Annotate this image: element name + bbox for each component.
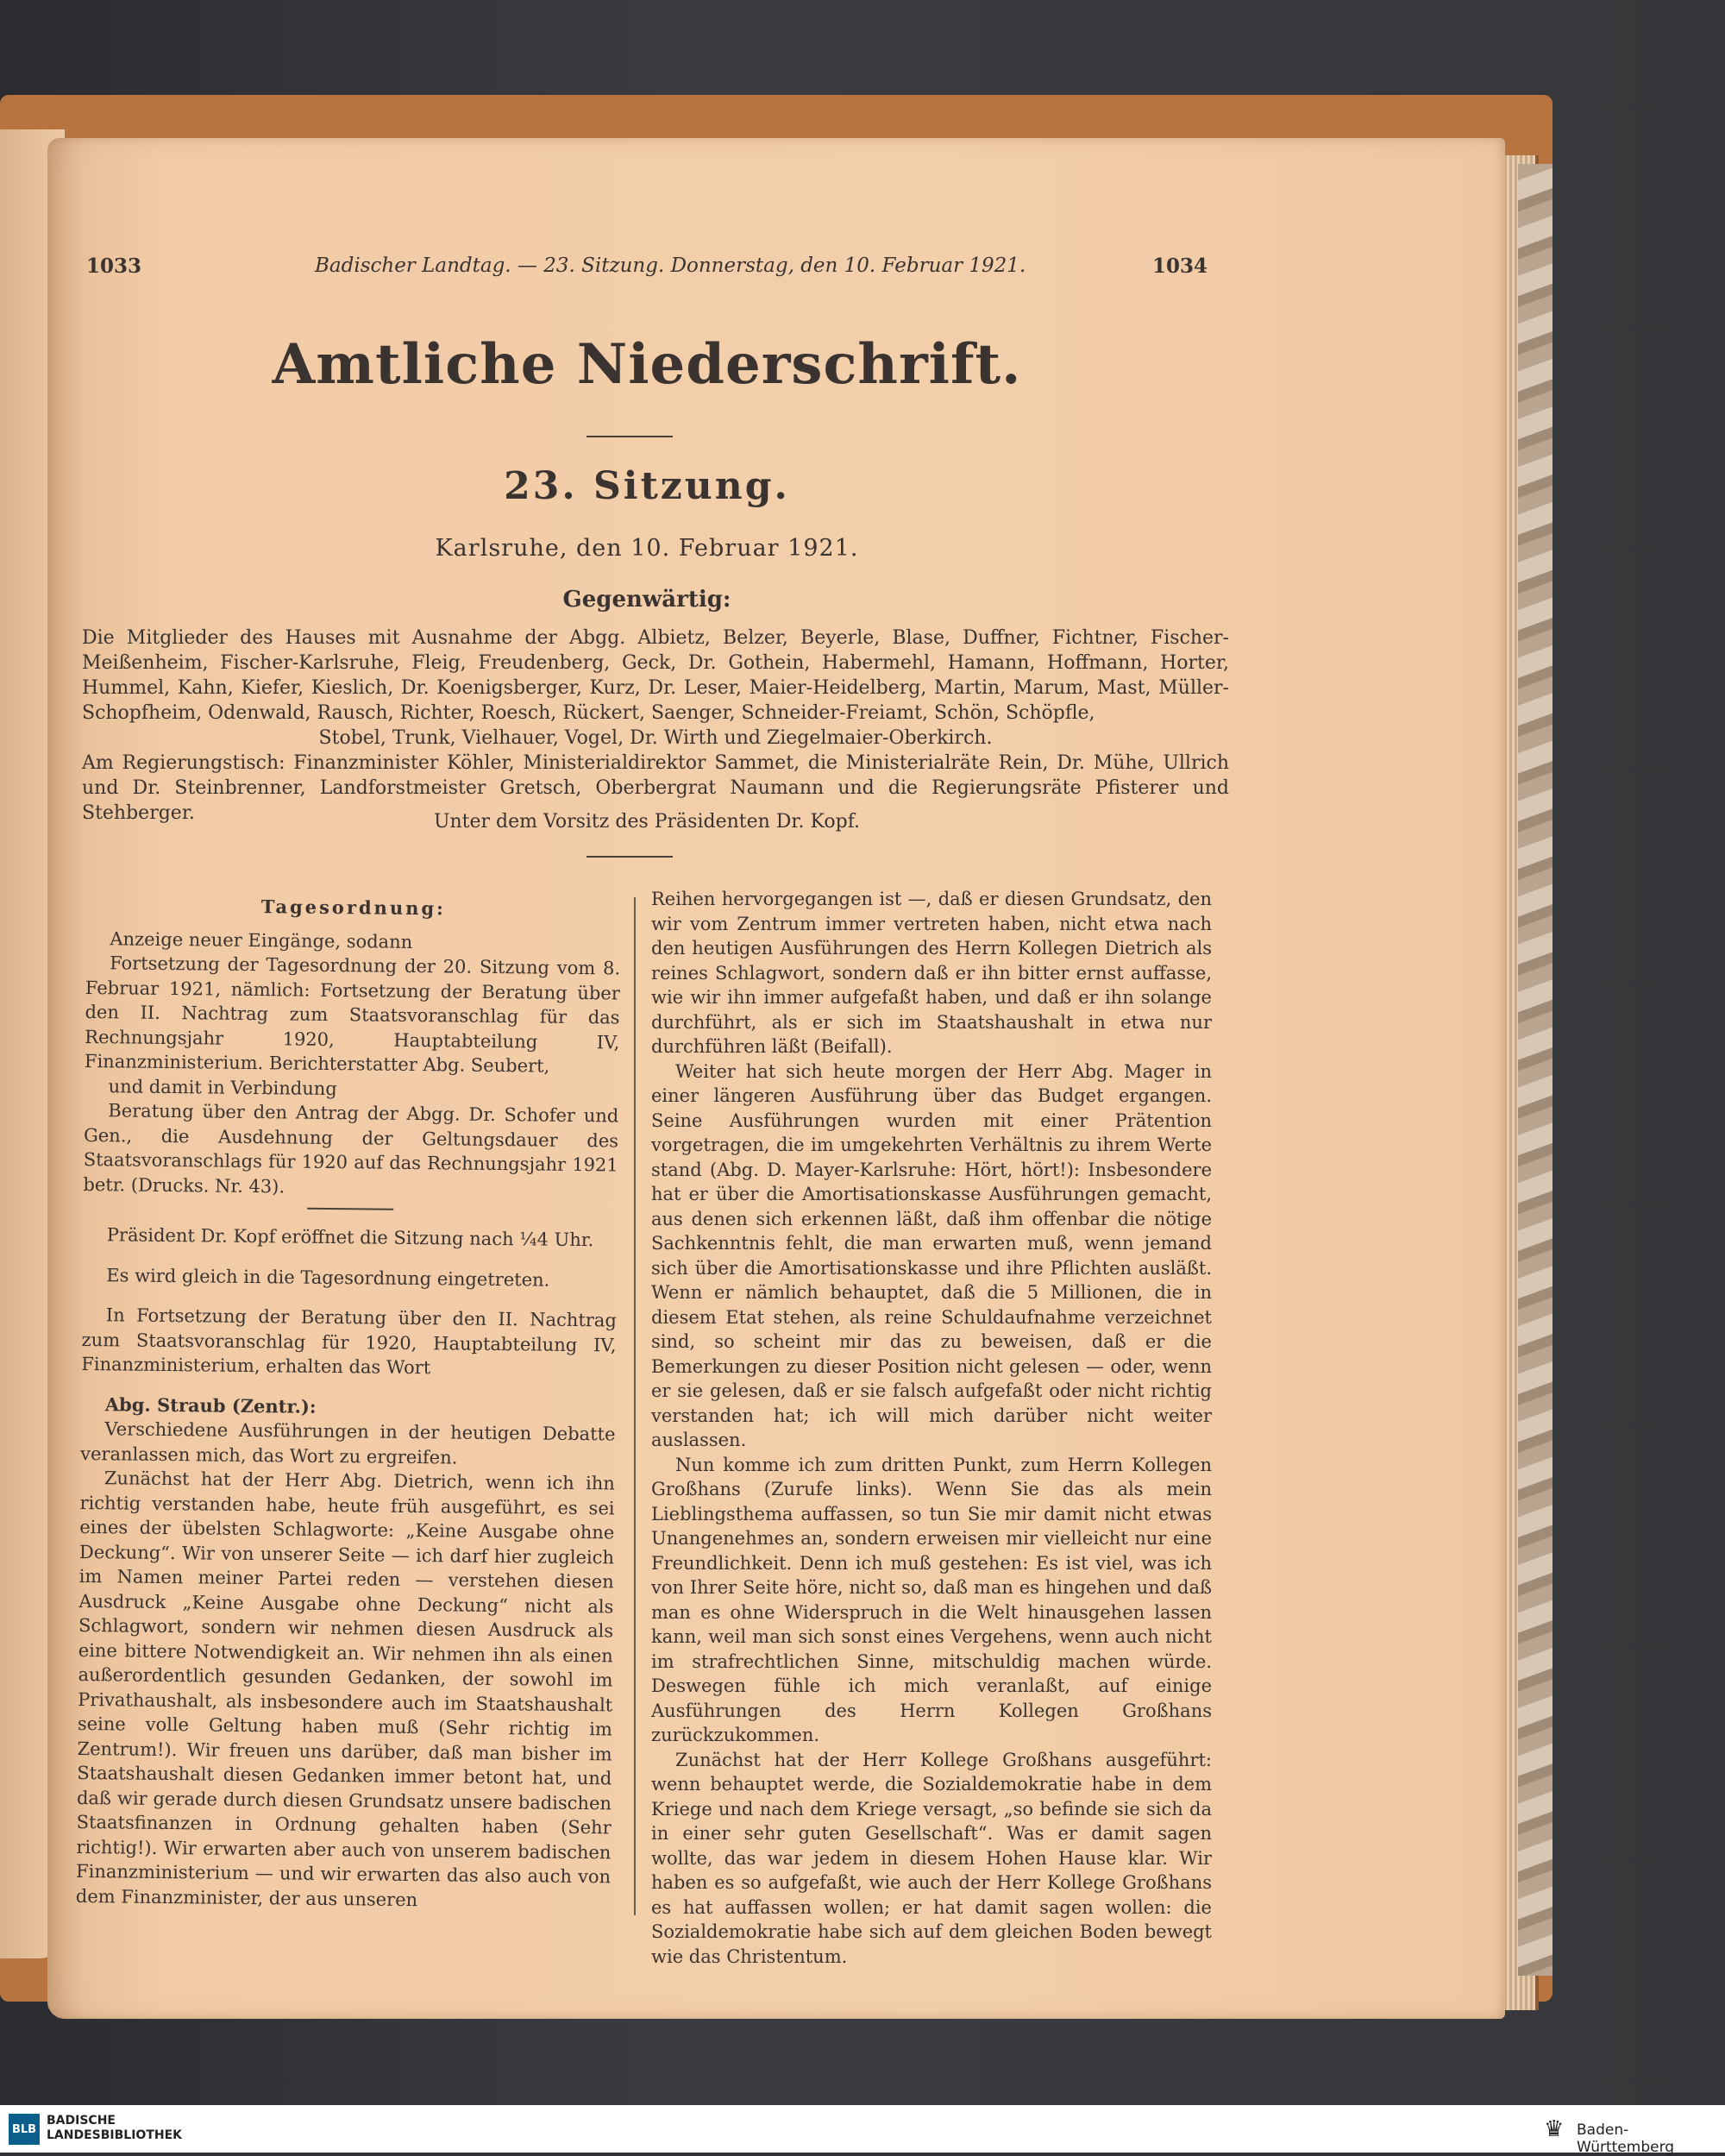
section-rule [586,856,673,858]
speaker-name: Abg. Straub (Zentr.): [104,1392,317,1417]
agenda-item: Beratung über den Antrag der Abgg. Dr. Schofer und Gen., die Ausdehnung der Geltungsdauer des Staatsvoranschlags für 1920 auf das Rechnungsjahr 1921 betr. (Drucks. Nr. 43). [83,1100,619,1197]
marbled-endpaper [1518,164,1552,1976]
speech-paragraph: Zunächst hat der Herr Kollege Großhans ausgeführt: wenn behauptet werde, die Sozialdemokratie habe in dem Kriege und nach dem Kriege versagt, „so befinde sie sich da in einer sehr guten Gesellschaft“. Was er damit sagen wollte, das war jedem in diesem Hohen Hause klar. Wir haben es so aufgefaßt, wie auch der Herr Kollege Großhans es hat auffassen wollen; er hat damit sagen wollen: die Sozialdemokratie habe sich auf dem gleichen Boden bewegt wie das Christentum. [651,1749,1212,1967]
blb-logo[interactable]: BLB [9,2114,40,2145]
speech-paragraph: Zunächst hat der Herr Abg. Dietrich, wenn ich ihn richtig verstanden habe, heute früh ausgeführt, es sei eines der übelsten Schlagworte: „Keine Ausgabe ohne Deckung“. Wir von unserer Seite — ich darf hier zugleich im Namen meiner Partei reden — verstehen diesen Ausdruck „Keine Ausgabe ohne Deckung“ nicht als Schlagwort, sondern wir nehmen diesen Ausdruck als eine bittere Notwendigkeit an. Wir nehmen ihn als einen außerordentlich gesunden Gedanken, der sowohl im Privathaushalt, als insbesondere auch im Staatshaushalt seine volle Geltung haben muß (Sehr richtig im Zentrum!). Wir freuen uns darüber, daß man bisher im Staatshaushalt diesen Gedanken immer betont hat, und daß wir gerade durch diesen Grundsatz unsere badischen Staatsfinanzen in Ordnung gehalten haben (Sehr richtig!). Wir erwarten aber auch von unserem badischen Finanzministerium — und wir erwarten das also auch von dem Finanzminister, der aus unseren [75,1468,615,1910]
agenda-rule [307,1208,393,1210]
speech-paragraph: Verschiedene Ausführungen in der heutigen Debatte veranlassen mich, das Wort zu ergreifen. [80,1418,616,1468]
session-heading: 23. Sitzung. [504,464,790,508]
government-bench: Am Regierungstisch: Finanzminister Köhler, Ministerialdirektor Sammet, die Ministerialräte Rein, Dr. Mühe, Ullrich und Dr. Steinbrenner, Landforstmeister Gretsch, Oberbergrat Naumann und die Regierungsräte Pfisterer und Stehberger. [82,752,1229,824]
document-title: Amtliche Niederschrift. [272,332,1022,397]
page-number-right: 1034 [1151,255,1208,278]
entry-statement: Es wird gleich in die Tagesordnung eingetreten. [106,1264,550,1291]
title-rule [586,436,673,437]
agenda-item: und damit in Verbindung [108,1075,337,1099]
library-name[interactable] [47,2114,182,2143]
members-block [82,625,1229,826]
speech-paragraph: Weiter hat sich heute morgen der Herr Abg. Mager in einer längeren Ausführung über das Budget ergangen. Seine Ausführungen wurden mit einer Prätention vorgetragen, die im umgekehrten Verhältnis zu ihrem Werte stand (Abg. D. Mayer-Karlsruhe: Hört, hört!): Insbesondere hat er über die Amortisationskasse Ausführungen gemacht, aus denen sich erkennen läßt, daß ihm offenbar die nötige Sachkenntnis fehlt, die man erwarten muß, wenn jemand sich über die Amortisationskasse und ihre Pflichten ausläßt. Wenn er nämlich behauptet, daß die 5 Millionen, die in diesem Etat stehen, als reine Schuldaufnahme verzeichnet sind, so scheint mir das zu beweisen, daß er die Bemerkungen zu dieser Position nicht gelesen — oder, wenn er sie gelesen, daß er sie falsch aufgefaßt oder nicht richtig verstanden hat; ich will mich darüber nicht weiter auslassen. [651,1060,1212,1450]
chair-line: Unter dem Vorsitz des Präsidenten Dr. Kopf. [433,811,861,833]
place-date: Karlsruhe, den 10. Februar 1921. [435,535,859,562]
present-label: Gegenwärtig: [562,587,731,613]
opening-statement: Präsident Dr. Kopf eröffnet die Sitzung nach ¼4 Uhr. [106,1224,594,1251]
continuation-statement: In Fortsetzung der Beratung über den II. Nachtrag zum Staatsvoranschlag für 1920, Hauptabteilung IV, Finanzministerium, erhalten das Wort [81,1304,617,1379]
running-title: Badischer Landtag. — 23. Sitzung. Donnerstag, den 10. Februar 1921. [315,255,1026,277]
agenda-item: Fortsetzung der Tagesordnung der 20. Sitzung vom 8. Februar 1921, nämlich: Fortsetzung der Beratung über den II. Nachtrag zum Staatsvoranschlag für das Rechnungsjahr 1920, Hauptabteilung IV, Finanzministerium. Berichterstatter Abg. Seubert, [84,952,621,1077]
running-header [86,255,1208,289]
state-coat-of-arms-icon: ♛ [1544,2116,1565,2142]
speech-paragraph: Nun komme ich zum dritten Punkt, zum Herrn Kollegen Großhans (Zurufe links). Wenn Sie das als mein Lieblingsthema auffassen, so tun Sie mir damit nicht etwas Unangenehmes an, sondern erweisen mir vielleicht nur eine Freundlichkeit. Denn ich muß gestehen: Es ist viel, was ich von Ihrer Seite höre, nicht so, daß man es hingehen und daß man es ohne Widerspruch in die Welt hinausgehen lassen kann, weil man sich sonst eines Vergehens, wenn auch nicht im strafrechtlichen Sinne, mitschuldig machen würde. Deswegen fühle ich mich veranlaßt, auf einige Ausführungen des Herrn Kollegen Großhans zurückzukommen. [651,1454,1212,1745]
footer-bar [0,2105,1725,2153]
column-divider [634,897,636,1915]
left-column [76,893,621,1914]
state-name[interactable]: Baden-Württemberg [1577,2121,1675,2156]
members-list: Die Mitglieder des Hauses mit Ausnahme der Abgg. Albietz, Belzer, Beyerle, Blase, Duffner, Fichtner, Fischer-Meißenheim, Fischer-Karlsruhe, Fleig, Freudenberg, Geck, Dr. Gothein, Habermehl, Hamann, Hoffmann, Horter, Hummel, Kahn, Kiefer, Kieslich, Dr. Koenigsberger, Kurz, Dr. Leser, Maier-Heidelberg, Martin, Marum, Mast, Müller-Schopfheim, Odenwald, Rausch, Richter, Roesch, Rückert, Saenger, Schneider-Freiamt, Schön, Schöpfle, [82,627,1229,724]
speech-paragraph: Reihen hervorgegangen ist —, daß er diesen Grundsatz, den wir vom Zentrum immer vertreten haben, nicht etwa nach den heutigen Ausführungen des Herrn Kollegen Dietrich als reines Schlagwort, sondern daß er ihn bitter ernst auffasse, wie wir ihn immer aufgefaßt haben, und daß er ihn solange durchführt, als er sich im Staatshaushalt in etwa nur durchführen läßt (Beifall). [651,889,1212,1057]
library-name-line1: BADISCHE [47,2114,116,2128]
library-name-line2: LANDESBIBLIOTHEK [47,2128,183,2142]
agenda-title: Tagesordnung: [260,896,447,920]
agenda-item: Anzeige neuer Eingänge, sodann [110,927,413,952]
page-number-left: 1033 [86,255,142,278]
members-list-end: Stobel, Trunk, Vielhauer, Vogel, Dr. Wirth und Ziegelmaier-Oberkirch. [318,727,993,749]
right-column [651,887,1212,1969]
